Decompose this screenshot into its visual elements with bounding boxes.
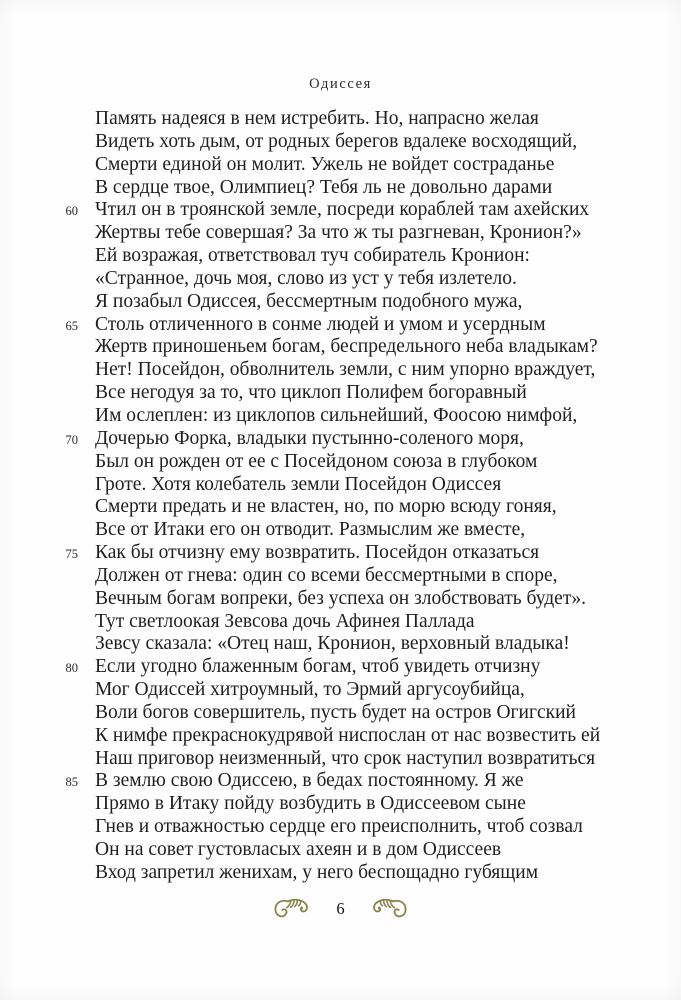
verse-text: Если угодно блаженным богам, чтоб увидеть отчизну — [95, 656, 541, 678]
verse-line — [0, 314, 681, 337]
verse-text: Гроте. Хотя колебатель земли Посейдон Одиссея — [95, 473, 502, 495]
verse-line — [0, 428, 681, 451]
verse-text: Столь отличенного в сонме людей и умом и усердным — [95, 313, 546, 335]
verse-line — [0, 862, 681, 885]
verse-line — [0, 291, 681, 314]
verse-line — [0, 656, 681, 679]
verse-text: В землю свою Одиссею, в бедах постоянному. Я же — [95, 770, 524, 792]
verse-line — [0, 702, 681, 725]
verse-line — [0, 245, 681, 268]
verse-line — [0, 268, 681, 291]
verse-number: 70 — [65, 432, 78, 447]
verse-text: Тут светлоокая Зевсова дочь Афинея Паллада — [95, 610, 475, 632]
verse-text: Смерти предать и не властен, но, по морю всюду гоняя, — [95, 496, 557, 518]
verse-line — [0, 359, 681, 382]
verse-text: Нет! Посейдон, обволнитель земли, с ним упорно враждует, — [95, 359, 596, 381]
right-ornament-icon — [371, 895, 409, 922]
verse-text: Был он рожден от ее с Посейдоном союза в глубоком — [95, 450, 538, 472]
verse-line — [0, 336, 681, 359]
verse-number: 75 — [65, 547, 78, 562]
verse-line — [0, 816, 681, 839]
verse-line — [0, 131, 681, 154]
verse-text: Воли богов совершитель, пусть будет на остров Огигский — [95, 701, 576, 723]
page-footer — [0, 895, 681, 922]
verse-text: Видеть хоть дым, от родных берегов вдалеке восходящий, — [95, 130, 578, 152]
verse-text: Как бы отчизну ему возвратить. Посейдон отказаться — [95, 542, 540, 564]
verse-text: В сердце твое, Олимпиец? Тебя ль не довольно дарами — [95, 176, 553, 198]
verse-line — [0, 725, 681, 748]
verse-line — [0, 565, 681, 588]
verse-block — [0, 108, 681, 885]
verse-line — [0, 177, 681, 200]
verse-text: Память надеяся в нем истребить. Но, напрасно желая — [95, 108, 539, 129]
verse-text: Чтил он в троянской земле, посреди кораблей там ахейских — [95, 199, 590, 221]
verse-line — [0, 839, 681, 862]
verse-line — [0, 679, 681, 702]
verse-text: Смерти единой он молит. Ужель не войдет состраданье — [95, 153, 555, 175]
verse-text: Вечным богам вопреки, без успеха он злобствовать будет». — [95, 587, 586, 609]
verse-number: 80 — [65, 661, 78, 676]
verse-text: Все от Итаки его он отводит. Размыслим же вместе, — [95, 519, 526, 541]
verse-number: 65 — [65, 318, 78, 333]
verse-number: 60 — [65, 204, 78, 219]
verse-text: Наш приговор неизменный, что срок наступил возвратиться — [95, 747, 596, 769]
verse-line — [0, 588, 681, 611]
verse-line — [0, 154, 681, 177]
verse-line — [0, 474, 681, 497]
verse-text: Все негодуя за то, что циклоп Полифем богоравный — [95, 382, 527, 404]
verse-text: «Странное, дочь моя, слово из уст у тебя излетело. — [95, 267, 517, 289]
verse-text: Жертв приношеньем богам, беспредельного неба владыкам? — [95, 336, 598, 358]
verse-number: 85 — [65, 775, 78, 790]
verse-text: К нимфе прекраснокудрявой ниспослан от нас возвестить ей — [95, 724, 601, 746]
verse-text: Он на совет густовласых ахеян и в дом Одиссеев — [95, 839, 502, 860]
verse-line — [0, 222, 681, 245]
verse-text: Ей возражая, ответствовал туч собиратель Кронион: — [95, 245, 530, 267]
verse-text: Гнев и отважностью сердце его преисполнить, чтоб созвал — [95, 816, 583, 838]
page-number: 6 — [336, 898, 345, 918]
verse-text: Им ослеплен: из циклопов сильнейший, Фоосою нимфой, — [95, 404, 578, 426]
verse-line — [0, 496, 681, 519]
verse-line — [0, 382, 681, 405]
verse-line — [0, 199, 681, 222]
verse-line — [0, 519, 681, 542]
verse-line — [0, 451, 681, 474]
verse-line — [0, 405, 681, 428]
verse-line — [0, 542, 681, 565]
verse-text: Должен от гнева: один со всеми бессмертными в споре, — [95, 564, 558, 586]
verse-line — [0, 748, 681, 771]
verse-text: Жертвы тебе совершая? За что ж ты разгневан, Кронион?» — [95, 222, 582, 244]
running-header: Одиссея — [309, 76, 372, 92]
verse-text: Дочерью Форка, владыки пустынно-соленого моря, — [95, 427, 524, 449]
verse-line — [0, 633, 681, 656]
verse-text: Прямо в Итаку пойду возбудить в Одиссеевом сыне — [95, 793, 526, 815]
verse-text: Мог Одиссей хитроумный, то Эрмий аргусоубийца, — [95, 679, 525, 701]
verse-line — [0, 611, 681, 634]
verse-line — [0, 108, 681, 131]
verse-line — [0, 770, 681, 793]
verse-line — [0, 793, 681, 816]
verse-text: Вход запретил женихам, у него беспощадно губящим — [95, 861, 539, 883]
verse-text: Я позабыл Одиссея, бессмертным подобного мужа, — [95, 290, 523, 312]
left-ornament-icon — [272, 895, 310, 922]
verse-text: Зевсу сказала: «Отец наш, Кронион, верховный владыка! — [95, 633, 570, 655]
